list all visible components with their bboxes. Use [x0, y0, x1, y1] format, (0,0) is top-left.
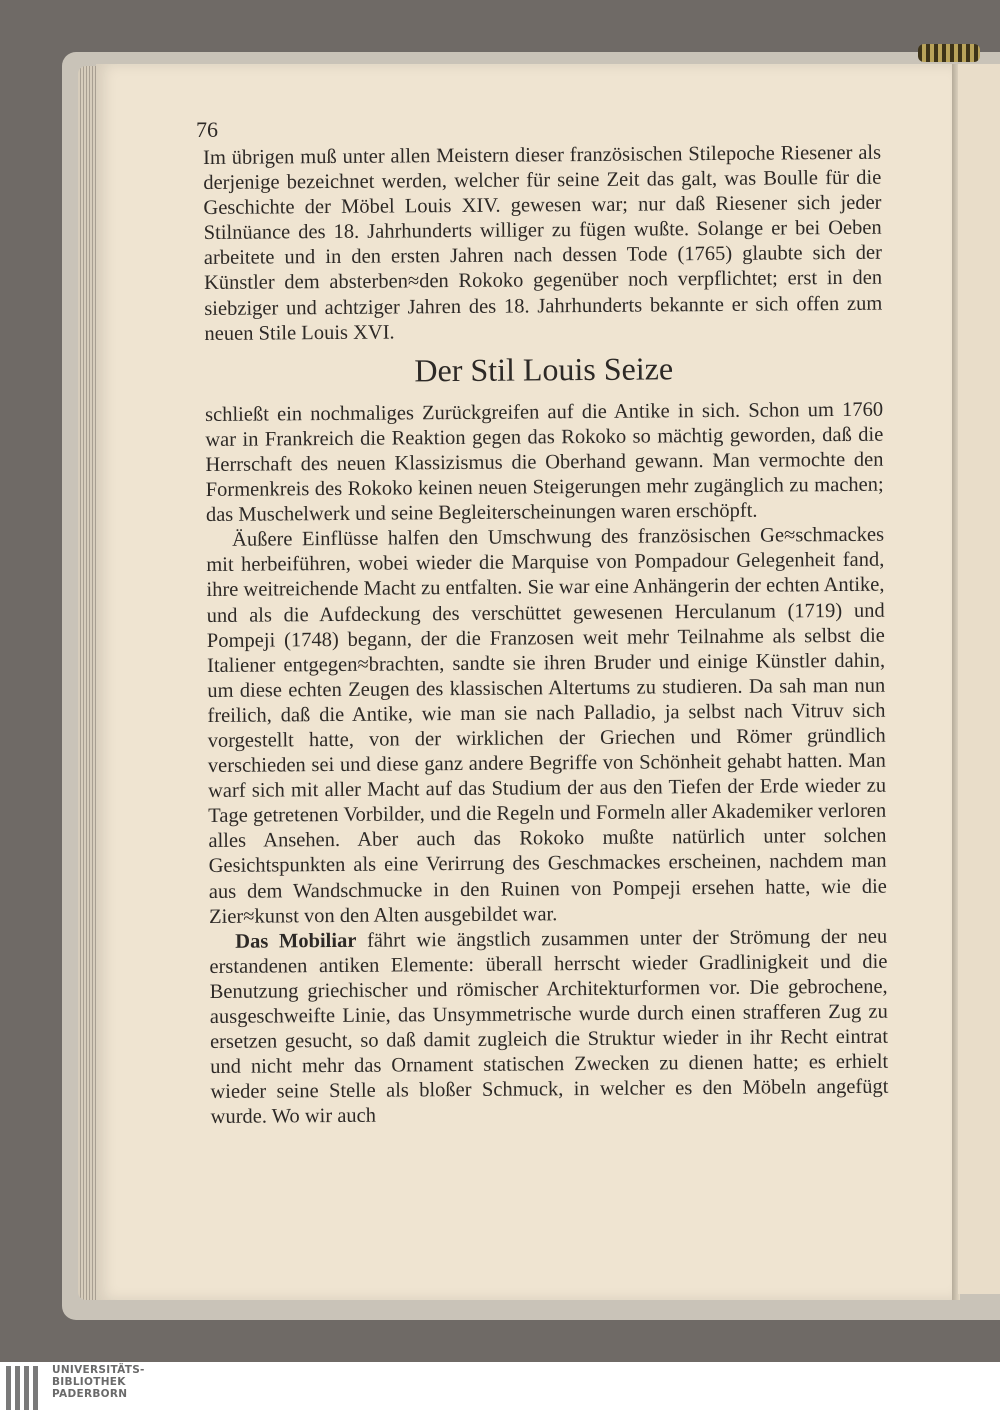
binding-thread	[918, 44, 980, 62]
library-name-line: PADERBORN	[52, 1388, 128, 1400]
section-heading: Der Stil Louis Seize	[414, 350, 674, 389]
paragraph	[209, 924, 889, 1130]
paragraph: Äußere Einflüsse halfen den Umschwung des französischen Ge≈schmackes mit herbeiführen, wobei wieder die Marquise von Pompadour Gelegenheit fand, ihre weitreichende Macht zu entfalten. Sie war eine Anhängerin der echten Antike, und als die Aufdeckung des verschüttet gewesenen Herculanum (1719) und Pompeji (1748) begann, der die Franzosen weit mehr Teilnahme als selbst die Italiener entgegen≈brachten, sandte sie ihren Bruder und einige Künstler dahin, um diese echten Zeugen des klassischen Altertums zu studieren. Da sah man nun freilich, daß die Antike, wie man sie nach Palladio, ja selbst nach Vitruv sich vorgestellt hatte, von der wirklichen der Griechen und Römer gründlich verschieden sei und diese ganz andere Begriffe von Schönheit gehabt hatten. Man warf sich mit aller Macht auf das Studium der aus den Tiefen der Erde wieder zu Tage getretenen Vorbilder, und die Regeln und Formeln aller Akademiker verloren alles Ansehen. Aber auch das Rokoko mußte natürlich unter solchen Gesichtspunkten als eine Verirrung des Geschmackes erscheinen, nachdem man aus dem Wandschmucke in den Ruinen von Pompeji ersehen hatte, wie die Zier≈kunst von den Alten ausgebildet war.	[206, 523, 887, 928]
facing-page-edge	[958, 64, 1000, 1294]
library-name	[52, 1364, 145, 1400]
page-number: 76	[196, 117, 218, 142]
paragraph-body: fährt wie ängstlich zusammen unter der Strömung der neu erstandenen antiken Elemente: überall herrscht wieder Gradlinigkeit und die Benutzung griechischer und römischer Architekturformen vor. Die gebrochene, ausgeschweifte Linie, das Unsymmetrische wurde durch einen strafferen Zug zu ersetzen gesucht, so daß damit zugleich die Struktur wieder in ihr Recht eintrat und nicht mehr das Ornament statischen Zwecken zu dienen hatte; es erhielt wieder seine Stelle als bloßer Schmuck, in welcher es den Möbeln angefügt wurde. Wo wir auch	[209, 925, 889, 1129]
footer-bar	[0, 1362, 1000, 1414]
page-text	[203, 141, 889, 1131]
paragraph: Im übrigen muß unter allen Meistern dieser französischen Stilepoche Riesener als derjenige bezeichnet werden, welcher für seine Zeit das galt, was Boulle für die Geschichte der Möbel Louis XIV. gewesen war; nur daß Riesener sich jeder Stilnüance des 18. Jahrhunderts williger zu fügen wußte. Solange er bei Oeben arbeitete und in den ersten Jahren nach dessen Tode (1765) glaubte sich der Künstler dem absterben≈den Rokoko gegenüber noch verpflichtet; erst in den siebziger und achtziger Jahren des 18. Jahrhunderts bekannte er sich offen zum neuen Stile Louis XVI.	[203, 141, 883, 345]
paragraph: schließt ein nochmaliges Zurückgreifen auf die Antike in sich. Schon um 1760 war in Frankreich die Reaktion gegen das Rokoko so mächtig geworden, daß die Herrschaft des neuen Klassizismus die Oberhand gewann. Man vermochte den Formenkreis des Rokoko keinen neuen Steigerungen mehr zugänglich zu machen; das Muschelwerk und seine Begleiterscheinungen waren erschöpft.	[205, 398, 884, 527]
library-name-line: UNIVERSITÄTS-	[52, 1364, 145, 1376]
library-name-line: BIBLIOTHEK	[52, 1376, 126, 1388]
bold-lead-in: Das Mobiliar	[235, 929, 357, 953]
